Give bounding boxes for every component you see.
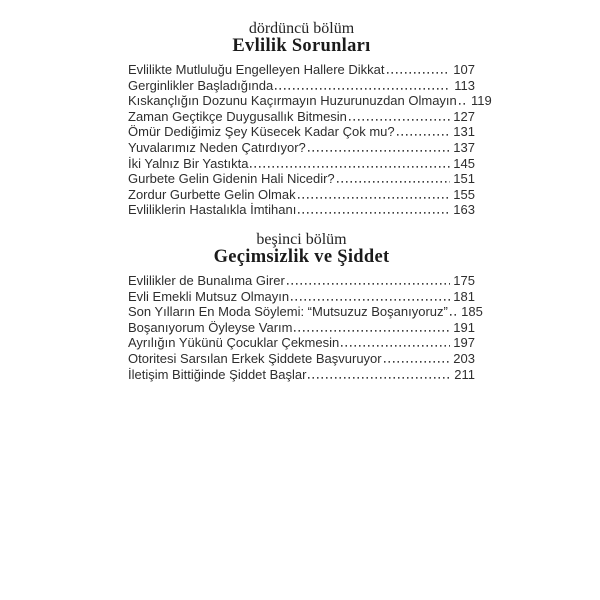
- toc-list: [128, 272, 483, 382]
- toc-entry-title: Evlilikte Mutluluğu Engelleyen Hallere Dikkat: [128, 62, 385, 77]
- toc-entry-title: Kıskançlığın Dozunu Kaçırmayın Huzurunuzdan Olmayın: [128, 93, 457, 109]
- chapter-section-fifth: [128, 230, 483, 382]
- chapter-label: dördüncü bölüm: [248, 20, 355, 37]
- toc-entry-title: Gurbete Gelin Gidenin Hali Nicedir?: [128, 171, 335, 187]
- toc-entry: [128, 351, 475, 367]
- toc-entry-title: Gerginlikler Başladığında: [128, 77, 274, 93]
- toc-entry: [128, 289, 475, 305]
- toc-entry: [128, 273, 475, 289]
- dot-leader: [291, 289, 450, 305]
- toc-entry-title: Zaman Geçtikçe Duygusallık Bitmesin: [128, 108, 347, 124]
- toc-entry-title: İletişim Bittiğinde Şiddet Başlar: [128, 366, 307, 382]
- toc-entry-title: Evliliklerin Hastalıkla İmtihanı: [128, 202, 297, 218]
- toc-entry-page: 113: [454, 77, 475, 93]
- toc-entry-page: 203: [453, 350, 475, 366]
- chapter-section-fourth: [128, 0, 492, 218]
- dot-leader: [450, 304, 458, 320]
- toc-entry-page: 131: [453, 124, 475, 140]
- dot-leader: [387, 62, 450, 78]
- toc-entry: [128, 124, 475, 140]
- toc-entry-page: 185: [461, 304, 483, 320]
- toc-entry: [128, 62, 475, 78]
- toc-content: [128, 0, 492, 382]
- dot-leader: [294, 320, 450, 336]
- toc-entry-page: 197: [453, 335, 475, 351]
- toc-entry-page: 155: [453, 186, 475, 202]
- toc-entry: [128, 187, 475, 203]
- toc-list: [128, 62, 492, 218]
- toc-entry-title: Son Yılların En Moda Söylemi: “Mutsuzuz Boşanıyoruz”: [128, 304, 448, 320]
- toc-entry-title: Boşanıyorum Öyleyse Varım: [128, 319, 293, 335]
- dot-leader: [349, 109, 450, 125]
- chapter-title: Geçimsizlik ve Şiddet: [213, 246, 390, 267]
- toc-entry-page: 127: [453, 108, 475, 124]
- toc-entry: [128, 156, 475, 172]
- toc-entry-title: Evli Emekli Mutsuz Olmayın: [128, 288, 290, 304]
- toc-entry-page: 107: [453, 62, 475, 77]
- dot-leader: [337, 171, 450, 187]
- toc-entry-title: Yuvalarımız Neden Çatırdıyor?: [128, 139, 306, 155]
- dot-leader: [250, 156, 450, 172]
- toc-entry-title: İki Yalnız Bir Yastıkta: [128, 155, 249, 171]
- toc-entry: [128, 140, 475, 156]
- dot-leader: [298, 202, 450, 218]
- toc-entry: [128, 171, 475, 187]
- toc-entry-page: 119: [471, 93, 492, 109]
- dot-leader: [341, 335, 450, 351]
- toc-entry: [128, 304, 483, 320]
- dot-leader: [397, 124, 450, 140]
- toc-entry-page: 211: [454, 366, 475, 382]
- toc-entry: [128, 93, 492, 109]
- toc-entry: [128, 109, 475, 125]
- dot-leader: [384, 351, 450, 367]
- toc-entry-page: 163: [453, 202, 475, 218]
- dot-leader: [275, 78, 450, 94]
- toc-entry-page: 137: [453, 139, 475, 155]
- toc-entry-title: Zordur Gurbette Gelin Olmak: [128, 186, 296, 202]
- dot-leader: [308, 140, 450, 156]
- toc-entry-page: 181: [453, 288, 475, 304]
- dot-leader: [459, 93, 467, 109]
- toc-entry: [128, 202, 475, 218]
- toc-entry-title: Otoritesi Sarsılan Erkek Şiddete Başvuruyor: [128, 350, 382, 366]
- toc-entry: [128, 320, 475, 336]
- toc-entry-page: 175: [453, 272, 475, 288]
- toc-entry: [128, 78, 475, 94]
- toc-entry: [128, 367, 475, 383]
- chapter-title: Evlilik Sorunları: [232, 36, 371, 56]
- toc-entry-title: Evlilikler de Bunalıma Girer: [128, 272, 285, 288]
- dot-leader: [287, 273, 450, 289]
- dot-leader: [298, 187, 450, 203]
- chapter-label: beşinci bölüm: [256, 230, 347, 248]
- toc-entry-page: 151: [453, 171, 475, 187]
- toc-entry-page: 191: [453, 319, 475, 335]
- dot-leader: [308, 367, 450, 383]
- toc-entry-title: Ayrılığın Yükünü Çocuklar Çekmesin: [128, 335, 340, 351]
- toc-entry: [128, 335, 475, 351]
- toc-entry-page: 145: [453, 155, 475, 171]
- toc-entry-title: Ömür Dediğimiz Şey Küsecek Kadar Çok mu?: [128, 124, 395, 140]
